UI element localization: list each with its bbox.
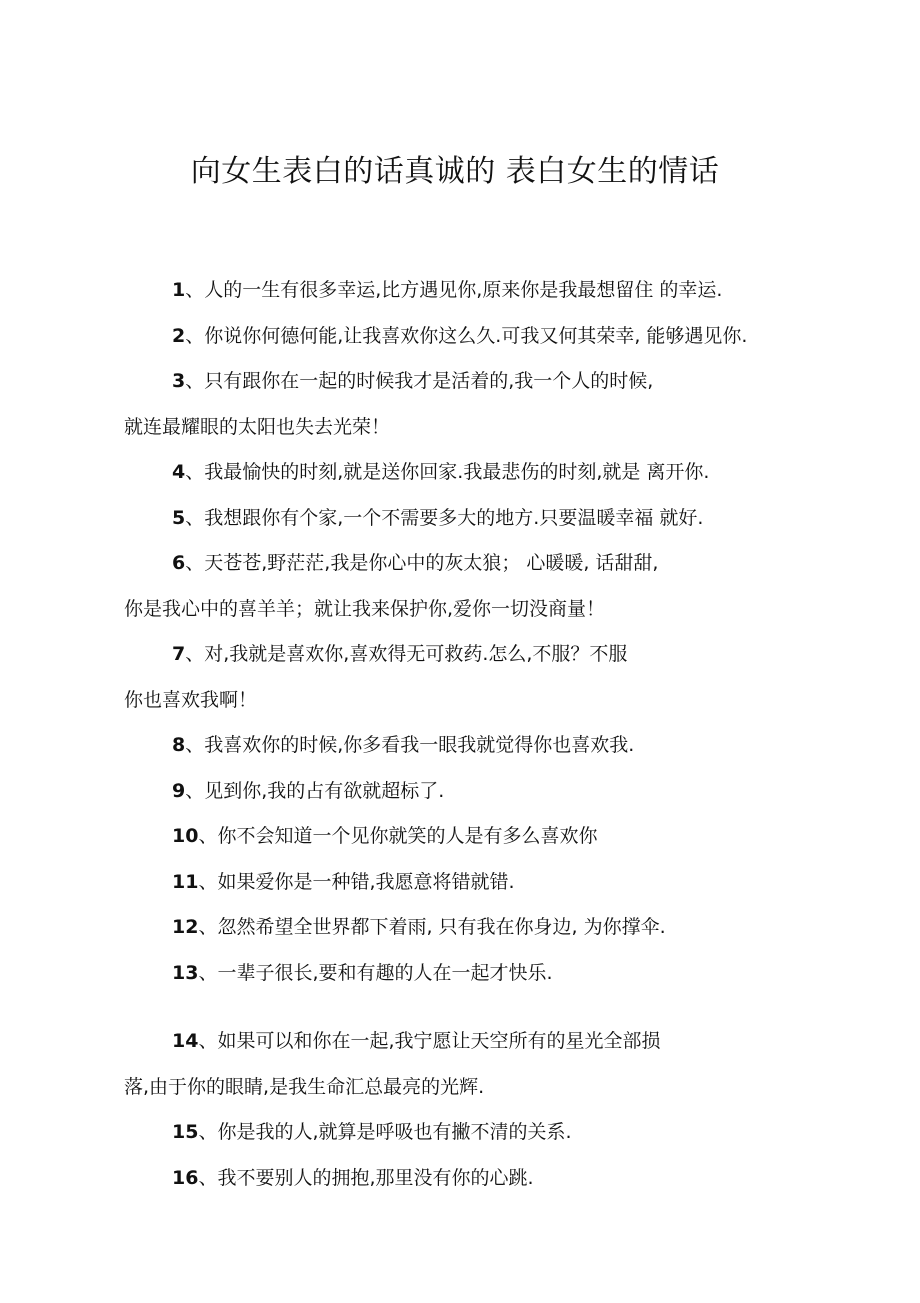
list-item bbox=[124, 860, 804, 906]
item-number: 8 bbox=[172, 734, 186, 756]
item-text: 、我喜欢你的时候,你多看我一眼我就觉得你也喜欢我. bbox=[185, 734, 635, 756]
item-text: 、你不会知道一个见你就笑的人是有多么喜欢你 bbox=[198, 825, 598, 847]
item-text-continuation: 就连最耀眼的太阳也失去光荣！ bbox=[124, 415, 391, 438]
item-text: 、你说你何德何能,让我喜欢你这么久.可我又何其荣幸, 能够遇见你. bbox=[185, 324, 748, 347]
item-number: 2 bbox=[172, 324, 186, 347]
quote-list bbox=[124, 268, 804, 1201]
item-text: 、见到你,我的占有欲就超标了. bbox=[185, 779, 445, 802]
list-item bbox=[124, 905, 804, 951]
list-item bbox=[124, 1019, 804, 1110]
list-item bbox=[124, 951, 804, 997]
item-text: 、如果爱你是一种错,我愿意将错就错. bbox=[198, 870, 515, 893]
item-text: 、对,我就是喜欢你,喜欢得无可救药.怎么,不服？不服 bbox=[185, 643, 628, 665]
item-text-continuation: 你是我心中的喜羊羊；就让我来保护你,爱你一切没商量！ bbox=[124, 597, 606, 620]
list-item bbox=[124, 1110, 804, 1156]
item-number: 13 bbox=[172, 961, 199, 984]
list-item bbox=[124, 268, 804, 314]
list-item bbox=[124, 769, 804, 815]
list-item bbox=[124, 314, 804, 360]
list-item bbox=[124, 723, 804, 769]
item-number: 5 bbox=[172, 506, 186, 529]
item-number: 1 bbox=[172, 279, 186, 301]
item-number: 16 bbox=[172, 1166, 199, 1189]
item-number: 6 bbox=[172, 552, 186, 574]
list-item bbox=[124, 496, 804, 542]
list-item bbox=[124, 814, 804, 860]
item-text-continuation: 你也喜欢我啊！ bbox=[124, 688, 258, 711]
list-item bbox=[124, 359, 804, 450]
item-text: 、如果可以和你在一起,我宁愿让天空所有的星光全部损 bbox=[198, 1030, 661, 1052]
item-text: 、我最愉快的时刻,就是送你回家.我最悲伤的时刻,就是 离开你. bbox=[185, 461, 710, 483]
item-text: 、你是我的人,就算是呼吸也有撇不清的关系. bbox=[198, 1121, 572, 1143]
item-text: 、我不要别人的拥抱,那里没有你的心跳. bbox=[198, 1166, 534, 1189]
item-text: 、一辈子很长,要和有趣的人在一起才快乐. bbox=[198, 961, 553, 984]
list-item bbox=[124, 632, 804, 723]
list-item bbox=[124, 1156, 804, 1202]
item-number: 14 bbox=[172, 1030, 199, 1052]
document-title: 向女生表白的话真诚的 表白女生的情话 bbox=[190, 154, 720, 189]
item-number: 15 bbox=[172, 1121, 199, 1143]
paragraph-gap bbox=[124, 996, 804, 1019]
item-text-continuation: 落,由于你的眼睛,是我生命汇总最亮的光辉. bbox=[124, 1075, 485, 1098]
item-number: 3 bbox=[172, 370, 186, 392]
item-number: 12 bbox=[172, 916, 199, 938]
item-number: 11 bbox=[172, 870, 199, 893]
item-number: 7 bbox=[172, 643, 186, 665]
list-item bbox=[124, 450, 804, 496]
item-text: 、忽然希望全世界都下着雨, 只有我在你身边, 为你撑伞. bbox=[198, 916, 666, 938]
list-item bbox=[124, 541, 804, 632]
item-text: 、我想跟你有个家,一个不需要多大的地方.只要温暖幸福 就好. bbox=[185, 506, 704, 529]
item-text: 、人的一生有很多幸运,比方遇见你,原来你是我最想留住 的幸运. bbox=[185, 279, 723, 301]
item-number: 4 bbox=[172, 461, 186, 483]
item-text: 、天苍苍,野茫茫,我是你心中的灰太狼； 心暖暖, 话甜甜, bbox=[185, 552, 659, 574]
item-text: 、只有跟你在一起的时候我才是活着的,我一个人的时候, bbox=[185, 370, 654, 392]
item-number: 10 bbox=[172, 825, 199, 847]
item-number: 9 bbox=[172, 779, 186, 802]
